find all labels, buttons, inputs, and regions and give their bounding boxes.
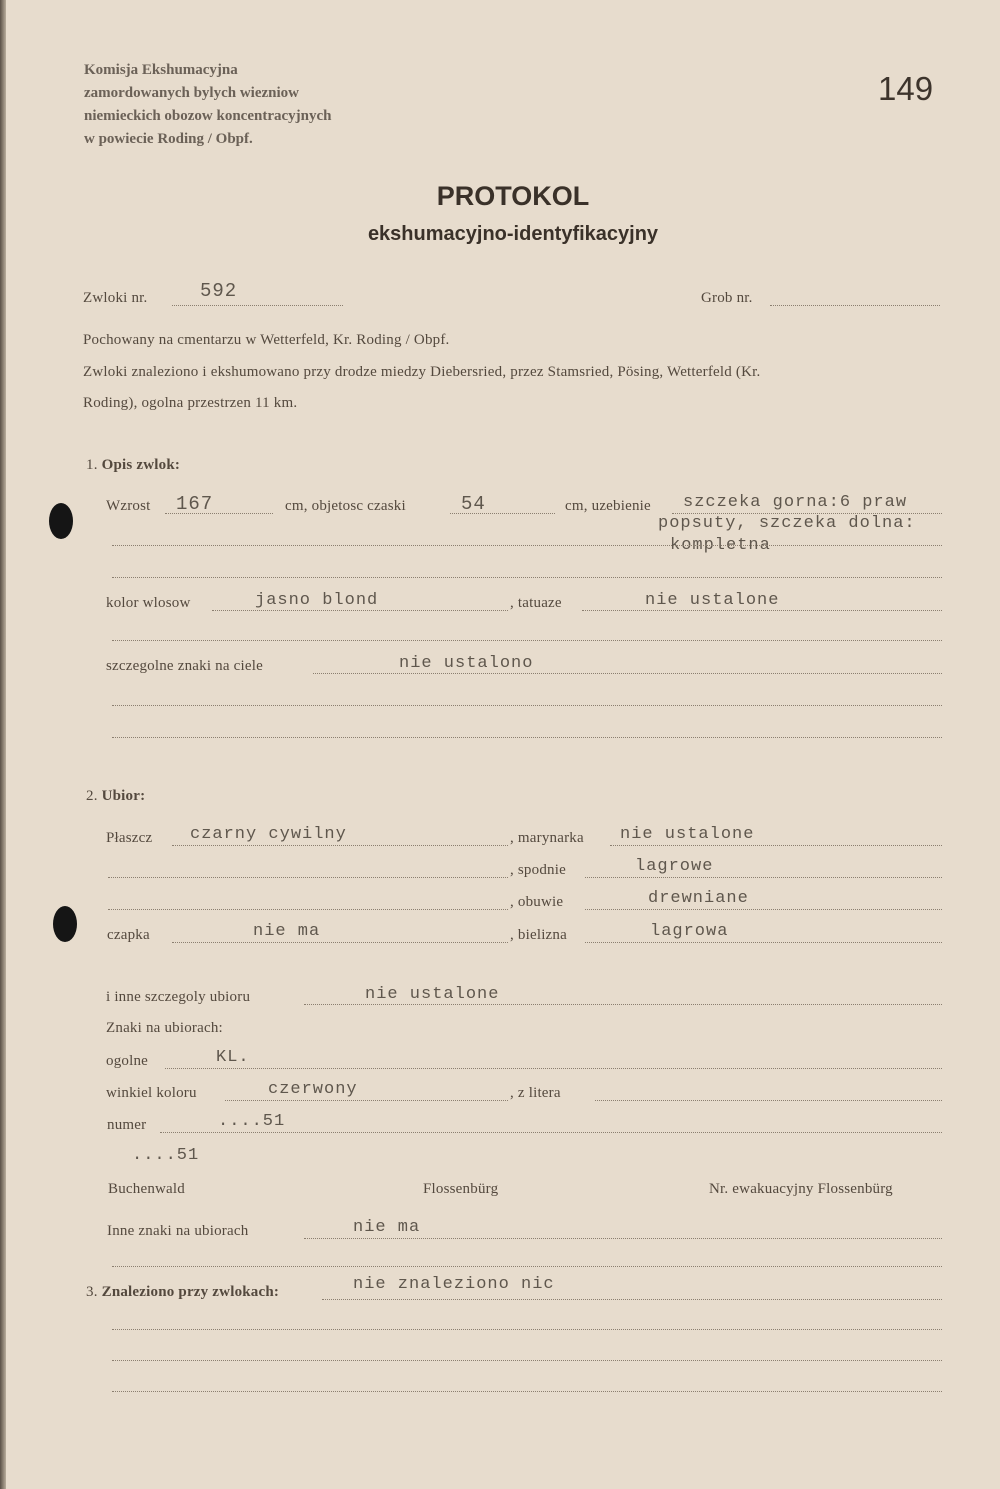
header-line-1: Komisja Ekshumacyjna xyxy=(84,62,238,78)
other-clothing-value: nie ustalone xyxy=(365,985,500,1004)
general-marks-value: KL. xyxy=(216,1048,250,1067)
section-2-number: 2. xyxy=(86,788,98,804)
tattoo-value: nie ustalone xyxy=(645,591,780,610)
teeth-value-line-3: kompletna xyxy=(670,536,771,555)
section-2-heading xyxy=(86,788,145,805)
section-3-heading xyxy=(86,1284,279,1301)
underwear-label: , bielizna xyxy=(510,927,567,943)
triangle-color-label: winkiel koloru xyxy=(106,1085,197,1101)
jacket-label: , marynarka xyxy=(510,830,584,846)
triangle-color-value: czerwony xyxy=(268,1080,358,1099)
section-1-number: 1. xyxy=(86,457,98,473)
header-line-4: w powiecie Roding / Obpf. xyxy=(84,131,253,147)
teeth-value-line-1: szczeka gorna:6 praw xyxy=(683,493,908,512)
document-title: PROTOKOL xyxy=(436,181,590,211)
number-label: numer xyxy=(107,1117,147,1133)
skull-value: 54 xyxy=(461,493,486,515)
burial-place: Pochowany na cmentarzu w Wetterfeld, Kr. Roding / Obpf. xyxy=(83,332,450,348)
commission-header xyxy=(84,59,331,151)
section-1-heading xyxy=(86,457,180,474)
section-3-number: 3. xyxy=(86,1284,98,1300)
height-label: Wzrost xyxy=(106,498,151,514)
tattoo-label: , tatuaze xyxy=(510,595,562,611)
shoes-label: , obuwie xyxy=(510,894,564,910)
other-marks-value: nie ma xyxy=(353,1218,421,1237)
header-line-3: niemieckich obozow koncentracyjnych xyxy=(84,108,332,124)
page-number: 149 xyxy=(878,70,934,107)
grave-label: Grob nr. xyxy=(701,290,753,306)
jacket-value: nie ustalone xyxy=(620,825,755,844)
found-items-value: nie znaleziono nic xyxy=(353,1275,555,1294)
teeth-value-line-2: popsuty, szczeka dolna: xyxy=(658,514,916,533)
document-subtitle: ekshumacyjno-identyfikacyjny xyxy=(367,223,659,245)
general-marks-label: ogolne xyxy=(106,1053,149,1069)
body-marks-value: nie ustalono xyxy=(399,654,534,673)
other-marks-label: Inne znaki na ubiorach xyxy=(107,1223,249,1239)
number-value: ....51 xyxy=(218,1112,286,1131)
evacuation-number-label: Nr. ewakuacyjny Flossenbürg xyxy=(709,1181,893,1197)
buchenwald-number-value: ....51 xyxy=(132,1146,200,1165)
body-marks-label: szczegolne znaki na ciele xyxy=(106,658,263,674)
camp-buchenwald: Buchenwald xyxy=(108,1181,185,1197)
punch-hole-bottom xyxy=(53,906,77,942)
height-value: 167 xyxy=(176,493,214,515)
header-line-2: zamordowanych bylych wiezniow xyxy=(84,85,299,101)
teeth-label: cm, uzebienie xyxy=(565,498,651,514)
hair-color-label: kolor wlosow xyxy=(106,595,191,611)
punch-hole-top xyxy=(49,503,73,539)
trousers-label: , spodnie xyxy=(510,862,566,878)
found-location-line-2: Roding), ogolna przestrzen 11 km. xyxy=(83,395,298,411)
found-location-line-1: Zwloki znaleziono i ekshumowano przy drodze miedzy Diebersried, przez Stamsried, Pösing, Wetterfeld (Kr. xyxy=(83,364,761,380)
shoes-value: drewniane xyxy=(648,889,749,908)
other-clothing-label: i inne szczegoly ubioru xyxy=(106,989,251,1005)
coat-value: czarny cywilny xyxy=(190,825,347,844)
clothing-marks-heading: Znaki na ubiorach: xyxy=(106,1020,223,1036)
skull-label: cm, objetosc czaski xyxy=(285,498,406,514)
underwear-value: lagrowa xyxy=(650,922,729,941)
cap-value: nie ma xyxy=(253,922,321,941)
section-3-title: Znaleziono przy zwlokach: xyxy=(101,1284,280,1300)
trousers-value: lagrowe xyxy=(635,857,714,876)
camp-flossenburg: Flossenbürg xyxy=(423,1181,499,1197)
letter-label: , z litera xyxy=(510,1085,561,1101)
section-2-title: Ubior: xyxy=(101,788,146,804)
cap-label: czapka xyxy=(107,927,150,943)
section-1-title: Opis zwlok: xyxy=(101,457,181,473)
coat-label: Płaszcz xyxy=(106,830,153,846)
remains-label: Zwloki nr. xyxy=(83,290,148,306)
hair-color-value: jasno blond xyxy=(255,591,379,610)
remains-number: 592 xyxy=(200,280,238,302)
